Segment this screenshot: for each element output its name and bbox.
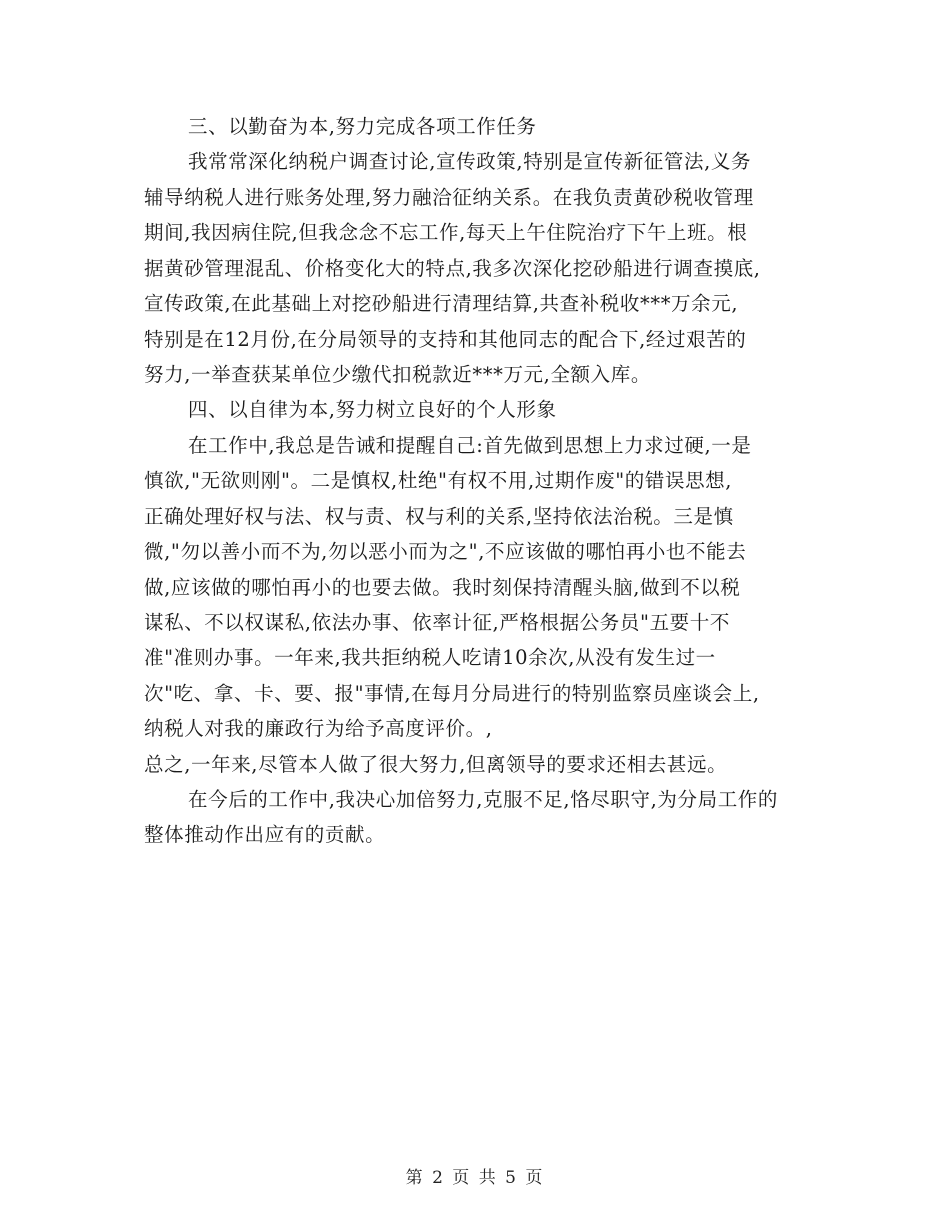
paragraph-line: 总之,一年来,尽管本人做了很大努力,但离领导的要求还相去甚远。 xyxy=(144,753,728,776)
section-heading-4: 四、以自律为本,努力树立良好的个人形象 xyxy=(188,398,557,421)
paragraph-line: 特别是在12月份,在分局领导的支持和其他同志的配合下,经过艰苦的 xyxy=(144,328,747,351)
paragraph-line: 微,"勿以善小而不为,勿以恶小而为之",不应该做的哪怕再小也不能去 xyxy=(144,540,747,563)
section-heading-3: 三、以勤奋为本,努力完成各项工作任务 xyxy=(188,115,537,138)
paragraph-line: 我常常深化纳税户调查讨论,宣传政策,特别是宣传新征管法,义务 xyxy=(188,150,752,173)
paragraph-line: 次"吃、拿、卡、要、报"事情,在每月分局进行的特别监察员座谈会上, xyxy=(144,682,760,705)
paragraph-line: 做,应该做的哪怕再小的也要去做。我时刻保持清醒头脑,做到不以税 xyxy=(144,576,741,599)
paragraph-line: 宣传政策,在此基础上对挖砂船进行清理结算,共查补税收***万余元, xyxy=(144,292,739,315)
page-number-footer: 第 2 页 共 5 页 xyxy=(405,1168,545,1188)
paragraph-line: 努力,一举查获某单位少缴代扣税款近***万元,全额入库。 xyxy=(144,363,651,386)
paragraph-line: 纳税人对我的廉政行为给予高度评价。, xyxy=(144,717,493,740)
paragraph-line: 在工作中,我总是告诫和提醒自己:首先做到思想上力求过硬,一是 xyxy=(188,434,752,457)
paragraph-line: 整体推动作出应有的贡献。 xyxy=(144,823,386,846)
paragraph-line: 辅导纳税人进行账务处理,努力融洽征纳关系。在我负责黄砂税收管理 xyxy=(144,186,754,209)
paragraph-line: 谋私、不以权谋私,依法办事、依率计征,严格根据公务员"五要十不 xyxy=(144,611,730,634)
paragraph-line: 慎欲,"无欲则刚"。二是慎权,杜绝"有权不用,过期作废"的错误思想, xyxy=(144,469,733,492)
paragraph-line: 准"准则办事。一年来,我共拒纳税人吃请10余次,从没有发生过一 xyxy=(144,646,716,669)
paragraph-line: 在今后的工作中,我决心加倍努力,克服不足,恪尽职守,为分局工作的 xyxy=(188,788,778,811)
paragraph-line: 据黄砂管理混乱、价格变化大的特点,我多次深化挖砂船进行调查摸底, xyxy=(144,257,761,280)
paragraph-line: 期间,我因病住院,但我念念不忘工作,每天上午住院治疗下午上班。根 xyxy=(144,221,748,244)
paragraph-line: 正确处理好权与法、权与责、权与利的关系,坚持依法治税。三是慎 xyxy=(144,505,734,528)
